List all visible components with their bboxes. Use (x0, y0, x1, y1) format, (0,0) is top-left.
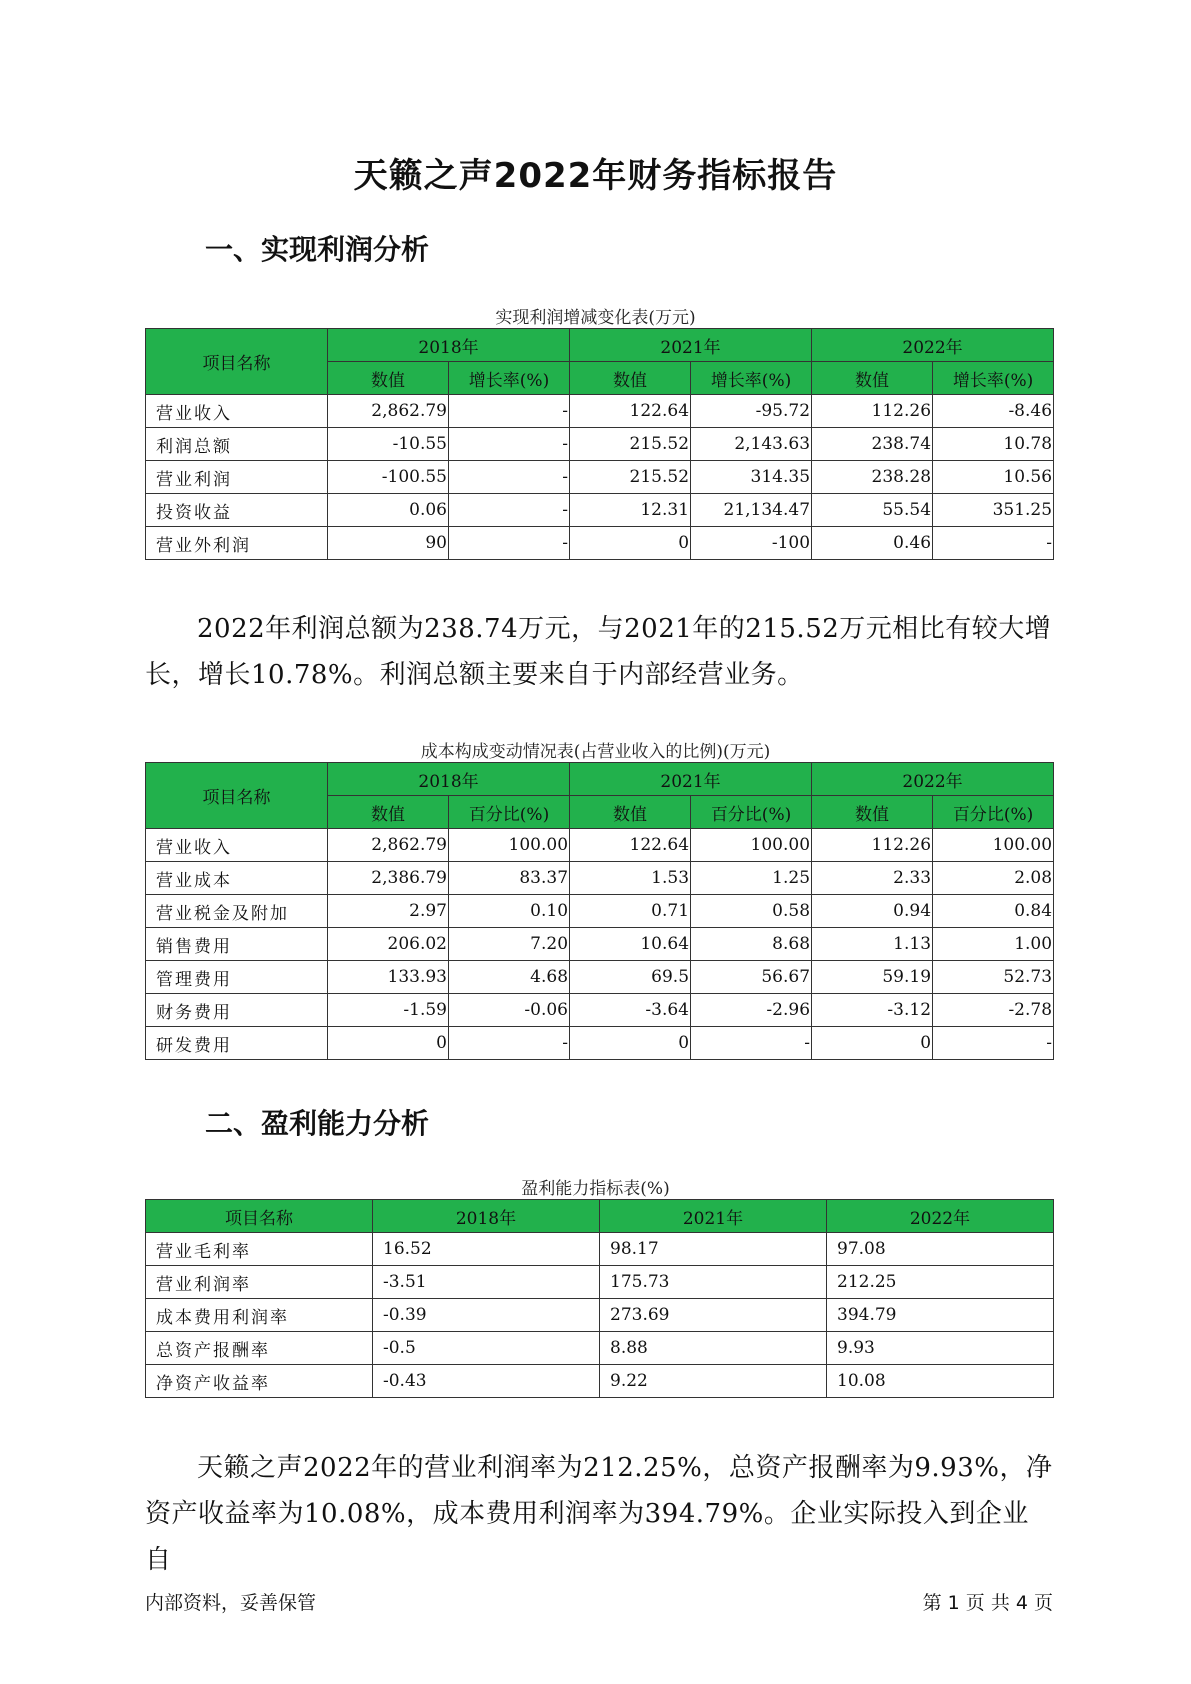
table-cell: 0 (570, 527, 691, 560)
table-cell: - (933, 527, 1054, 560)
table-cell: 16.52 (373, 1233, 600, 1266)
table-cell: 9.93 (827, 1332, 1054, 1365)
table-row (146, 527, 1054, 560)
row-label: 营业外利润 (146, 527, 328, 560)
row-label: 营业毛利率 (146, 1233, 373, 1266)
table-subheader: 增长率(%) (449, 362, 570, 395)
table-cell: 9.22 (600, 1365, 827, 1398)
table-cell: 83.37 (449, 862, 570, 895)
table-cell: 2.33 (812, 862, 933, 895)
row-label: 研发费用 (146, 1027, 328, 1060)
row-label: 营业收入 (146, 829, 328, 862)
table-cell: 98.17 (600, 1233, 827, 1266)
table-cell: 1.53 (570, 862, 691, 895)
table-cell: 12.31 (570, 494, 691, 527)
footer-page-number: 第 1 页 共 4 页 (922, 1592, 1053, 1614)
table-cell: 215.52 (570, 461, 691, 494)
paragraph-profitability-summary: 天籁之声2022年的营业利润率为212.25%，总资产报酬率为9.93%，净资产收益率为10.08%，成本费用利润率为394.79%。企业实际投入到企业自 (145, 1453, 1053, 1575)
row-label: 营业税金及附加 (146, 895, 328, 928)
table-cell: 2,386.79 (328, 862, 449, 895)
table-header-year: 2021年 (570, 329, 812, 362)
table-cell: - (449, 494, 570, 527)
table-cell: 206.02 (328, 928, 449, 961)
table-header-year: 2022年 (812, 763, 1054, 796)
table-cell: 0.71 (570, 895, 691, 928)
table-cell: 10.64 (570, 928, 691, 961)
table-cell: 394.79 (827, 1299, 1054, 1332)
table-cell: 69.5 (570, 961, 691, 994)
table-cell: 90 (328, 527, 449, 560)
table-cell: 8.68 (691, 928, 812, 961)
row-label: 总资产报酬率 (146, 1332, 373, 1365)
table-cell: 0.84 (933, 895, 1054, 928)
table-cell: -95.72 (691, 395, 812, 428)
table-cell: 56.67 (691, 961, 812, 994)
row-label: 成本费用利润率 (146, 1299, 373, 1332)
table-cell: 0 (570, 1027, 691, 1060)
table-cell: 175.73 (600, 1266, 827, 1299)
table-cell: 0.46 (812, 527, 933, 560)
page-title: 天籁之声2022年财务指标报告 (353, 156, 838, 196)
table-row (146, 994, 1054, 1027)
table-cell: -8.46 (933, 395, 1054, 428)
table-cell: 212.25 (827, 1266, 1054, 1299)
table-cell: 10.78 (933, 428, 1054, 461)
table3-caption: 盈利能力指标表(%) (521, 1179, 670, 1199)
table-row (146, 961, 1054, 994)
table-cell: - (933, 1027, 1054, 1060)
table-cell: 0.58 (691, 895, 812, 928)
table-cell: 100.00 (933, 829, 1054, 862)
table-cell: - (449, 527, 570, 560)
table-cell: 52.73 (933, 961, 1054, 994)
table-cell: -0.06 (449, 994, 570, 1027)
table-row (146, 1027, 1054, 1060)
table-header-year: 2022年 (827, 1200, 1054, 1233)
table-cell: -0.39 (373, 1299, 600, 1332)
row-label: 营业利润率 (146, 1266, 373, 1299)
row-label: 销售费用 (146, 928, 328, 961)
cost-structure-table (145, 762, 1054, 1060)
table-row (146, 862, 1054, 895)
table-subheader: 增长率(%) (933, 362, 1054, 395)
row-label: 营业成本 (146, 862, 328, 895)
section-heading-profit: 一、实现利润分析 (205, 233, 430, 266)
table-cell: 2,862.79 (328, 829, 449, 862)
table-cell: 55.54 (812, 494, 933, 527)
table-subheader: 数值 (812, 362, 933, 395)
table-cell: 314.35 (691, 461, 812, 494)
table-row (146, 461, 1054, 494)
table-row (146, 895, 1054, 928)
row-label: 利润总额 (146, 428, 328, 461)
table-cell: - (449, 461, 570, 494)
table-row (146, 1332, 1054, 1365)
table-cell: 1.25 (691, 862, 812, 895)
table-cell: -0.43 (373, 1365, 600, 1398)
profitability-table (145, 1199, 1054, 1398)
table-subheader: 数值 (328, 362, 449, 395)
table-cell: - (449, 428, 570, 461)
row-label: 投资收益 (146, 494, 328, 527)
profit-change-table (145, 328, 1054, 560)
table-cell: - (449, 1027, 570, 1060)
table-subheader: 百分比(%) (691, 796, 812, 829)
table-cell: 0.10 (449, 895, 570, 928)
table-cell: 122.64 (570, 829, 691, 862)
table-header-year: 2018年 (328, 329, 570, 362)
paragraph-profit-summary: 2022年利润总额为238.74万元，与2021年的215.52万元相比有较大增长，增长10.78%。利润总额主要来自于内部经营业务。 (145, 614, 1052, 690)
table-cell: 273.69 (600, 1299, 827, 1332)
row-label: 管理费用 (146, 961, 328, 994)
table-cell: 59.19 (812, 961, 933, 994)
table-row (146, 1365, 1054, 1398)
table-cell: -1.59 (328, 994, 449, 1027)
table-cell: 238.74 (812, 428, 933, 461)
table-header-year: 2018年 (328, 763, 570, 796)
table-row (146, 1233, 1054, 1266)
table-cell: 0 (812, 1027, 933, 1060)
table-row (146, 928, 1054, 961)
table-cell: 238.28 (812, 461, 933, 494)
table-cell: 21,134.47 (691, 494, 812, 527)
table-cell: -0.5 (373, 1332, 600, 1365)
table-subheader: 百分比(%) (449, 796, 570, 829)
section-heading-profitability: 二、盈利能力分析 (205, 1107, 430, 1140)
table-cell: -10.55 (328, 428, 449, 461)
table-header-item: 项目名称 (146, 329, 328, 395)
table-row (146, 829, 1054, 862)
table-subheader: 数值 (812, 796, 933, 829)
row-label: 营业利润 (146, 461, 328, 494)
table-cell: 112.26 (812, 829, 933, 862)
table-cell: 100.00 (449, 829, 570, 862)
table-cell: -2.78 (933, 994, 1054, 1027)
table-row (146, 428, 1054, 461)
table-cell: 133.93 (328, 961, 449, 994)
table-cell: 0.94 (812, 895, 933, 928)
table-cell: 8.88 (600, 1332, 827, 1365)
table-subheader: 增长率(%) (691, 362, 812, 395)
table-cell: 10.56 (933, 461, 1054, 494)
table-cell: 122.64 (570, 395, 691, 428)
table-cell: 2.08 (933, 862, 1054, 895)
table-subheader: 数值 (570, 362, 691, 395)
table1-caption: 实现利润增减变化表(万元) (495, 308, 696, 328)
table-cell: 10.08 (827, 1365, 1054, 1398)
table-cell: - (449, 395, 570, 428)
table-cell: 0 (328, 1027, 449, 1060)
table-row (146, 494, 1054, 527)
table-cell: 1.13 (812, 928, 933, 961)
table-header-year: 2018年 (373, 1200, 600, 1233)
table-header-year: 2021年 (570, 763, 812, 796)
table-header-item: 项目名称 (146, 1200, 373, 1233)
table-cell: 112.26 (812, 395, 933, 428)
table-cell: -100.55 (328, 461, 449, 494)
table-cell: 2.97 (328, 895, 449, 928)
table-cell: 97.08 (827, 1233, 1054, 1266)
table-cell: 0.06 (328, 494, 449, 527)
row-label: 财务费用 (146, 994, 328, 1027)
table-cell: 7.20 (449, 928, 570, 961)
table-cell: -3.51 (373, 1266, 600, 1299)
table-cell: 2,862.79 (328, 395, 449, 428)
table-header-year: 2022年 (812, 329, 1054, 362)
table-cell: -100 (691, 527, 812, 560)
table-subheader: 数值 (570, 796, 691, 829)
table-cell: 100.00 (691, 829, 812, 862)
footer-confidential-note: 内部资料，妥善保管 (145, 1592, 317, 1614)
table-cell: -2.96 (691, 994, 812, 1027)
table-cell: 2,143.63 (691, 428, 812, 461)
row-label: 营业收入 (146, 395, 328, 428)
table-cell: 215.52 (570, 428, 691, 461)
table-row (146, 1266, 1054, 1299)
table-cell: -3.12 (812, 994, 933, 1027)
table-cell: 1.00 (933, 928, 1054, 961)
table-cell: 351.25 (933, 494, 1054, 527)
table-cell: -3.64 (570, 994, 691, 1027)
table-cell: 4.68 (449, 961, 570, 994)
table-row (146, 395, 1054, 428)
table-cell: - (691, 1027, 812, 1060)
table-row (146, 1299, 1054, 1332)
table-subheader: 数值 (328, 796, 449, 829)
table-header-year: 2021年 (600, 1200, 827, 1233)
table-header-item: 项目名称 (146, 763, 328, 829)
row-label: 净资产收益率 (146, 1365, 373, 1398)
table-subheader: 百分比(%) (933, 796, 1054, 829)
table2-caption: 成本构成变动情况表(占营业收入的比例)(万元) (420, 742, 771, 762)
